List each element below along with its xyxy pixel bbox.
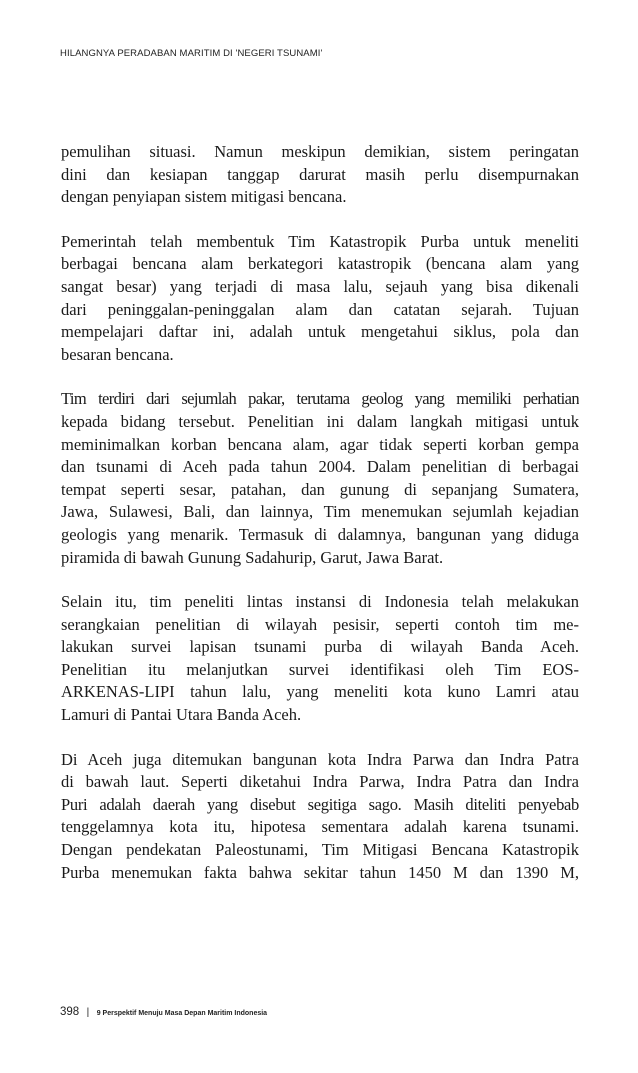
text-line: Puri adalah daerah yang disebut segitiga sago. Masih diteliti penyebab (61, 794, 579, 814)
text-line: dengan penyiapan sistem mitigasi bencana. (61, 187, 347, 207)
body-text (61, 141, 579, 906)
text-line: kepada bidang tersebut. Penelitian ini dalam langkah mitigasi untuk (61, 411, 579, 431)
text-line: berbagai bencana alam berkategori katastropik (bencana alam yang (61, 254, 579, 274)
paragraph (61, 231, 579, 367)
text-line: serangkaian penelitian di wilayah pesisir, seperti contoh tim me- (61, 614, 579, 634)
text-line: dini dan kesiapan tanggap darurat masih perlu disempurnakan (61, 164, 579, 184)
text-line: piramida di bawah Gunung Sadahurip, Garut, Jawa Barat. (61, 547, 444, 567)
text-line: tenggelamnya kota itu, hipotesa sementara adalah karena tsunami. (61, 817, 579, 837)
text-line: mempelajari daftar ini, adalah untuk mengetahui siklus, pola dan (61, 322, 579, 342)
text-line: sangat besar) yang terjadi di masa lalu, sejauh yang bisa dikenali (61, 276, 579, 296)
text-line: meminimalkan korban bencana alam, agar tidak seperti korban gempa (61, 434, 579, 454)
text-line: di bawah laut. Seperti diketahui Indra Parwa, Indra Patra dan Indra (61, 772, 579, 792)
paragraph (61, 141, 579, 209)
text-line: geologis yang menarik. Termasuk di dalamnya, bangunan yang diduga (61, 524, 579, 544)
text-line: Lamuri di Pantai Utara Banda Aceh. (61, 705, 302, 725)
footer-book-title: 9 Perspektif Menuju Masa Depan Maritim Indonesia (96, 1010, 268, 1017)
text-line: ARKENAS-LIPI tahun lalu, yang meneliti kota kuno Lamri atau (61, 682, 579, 702)
paragraph (61, 388, 579, 569)
footer-separator: | (86, 1007, 90, 1018)
text-line: Jawa, Sulawesi, Bali, dan lainnya, Tim menemukan sejumlah kejadian (61, 502, 579, 522)
page-number: 398 (60, 1006, 80, 1018)
text-line: Di Aceh juga ditemukan bangunan kota Indra Parwa dan Indra Patra (61, 749, 579, 769)
text-line: dari peninggalan-peninggalan alam dan catatan sejarah. Tujuan (61, 299, 579, 319)
text-line: lakukan survei lapisan tsunami purba di wilayah Banda Aceh. (61, 637, 579, 657)
text-line: Purba menemukan fakta bahwa sekitar tahun 1450 M dan 1390 M, (61, 862, 579, 882)
text-line: Penelitian itu melanjutkan survei identifikasi oleh Tim EOS- (61, 659, 579, 679)
page-footer (60, 1002, 267, 1020)
text-line: Dengan pendekatan Paleostunami, Tim Mitigasi Bencana Katastropik (61, 840, 579, 860)
text-line: Tim terdiri dari sejumlah pakar, terutama geolog yang memiliki perhatian (61, 389, 579, 409)
text-line: Pemerintah telah membentuk Tim Katastropik Purba untuk meneliti (61, 231, 579, 251)
text-line: besaran bencana. (61, 344, 174, 364)
text-line: pemulihan situasi. Namun meskipun demikian, sistem peringatan (61, 142, 579, 161)
text-line: tempat seperti sesar, patahan, dan gunung di sepanjang Sumatera, (61, 479, 579, 499)
paragraph (61, 749, 579, 885)
text-line: Selain itu, tim peneliti lintas instansi di Indonesia telah melakukan (61, 592, 579, 612)
text-line: dan tsunami di Aceh pada tahun 2004. Dalam penelitian di berbagai (61, 457, 579, 477)
paragraph (61, 591, 579, 727)
running-header: HILANGNYA PERADABAN MARITIM DI 'NEGERI TSUNAMI' (60, 48, 323, 59)
